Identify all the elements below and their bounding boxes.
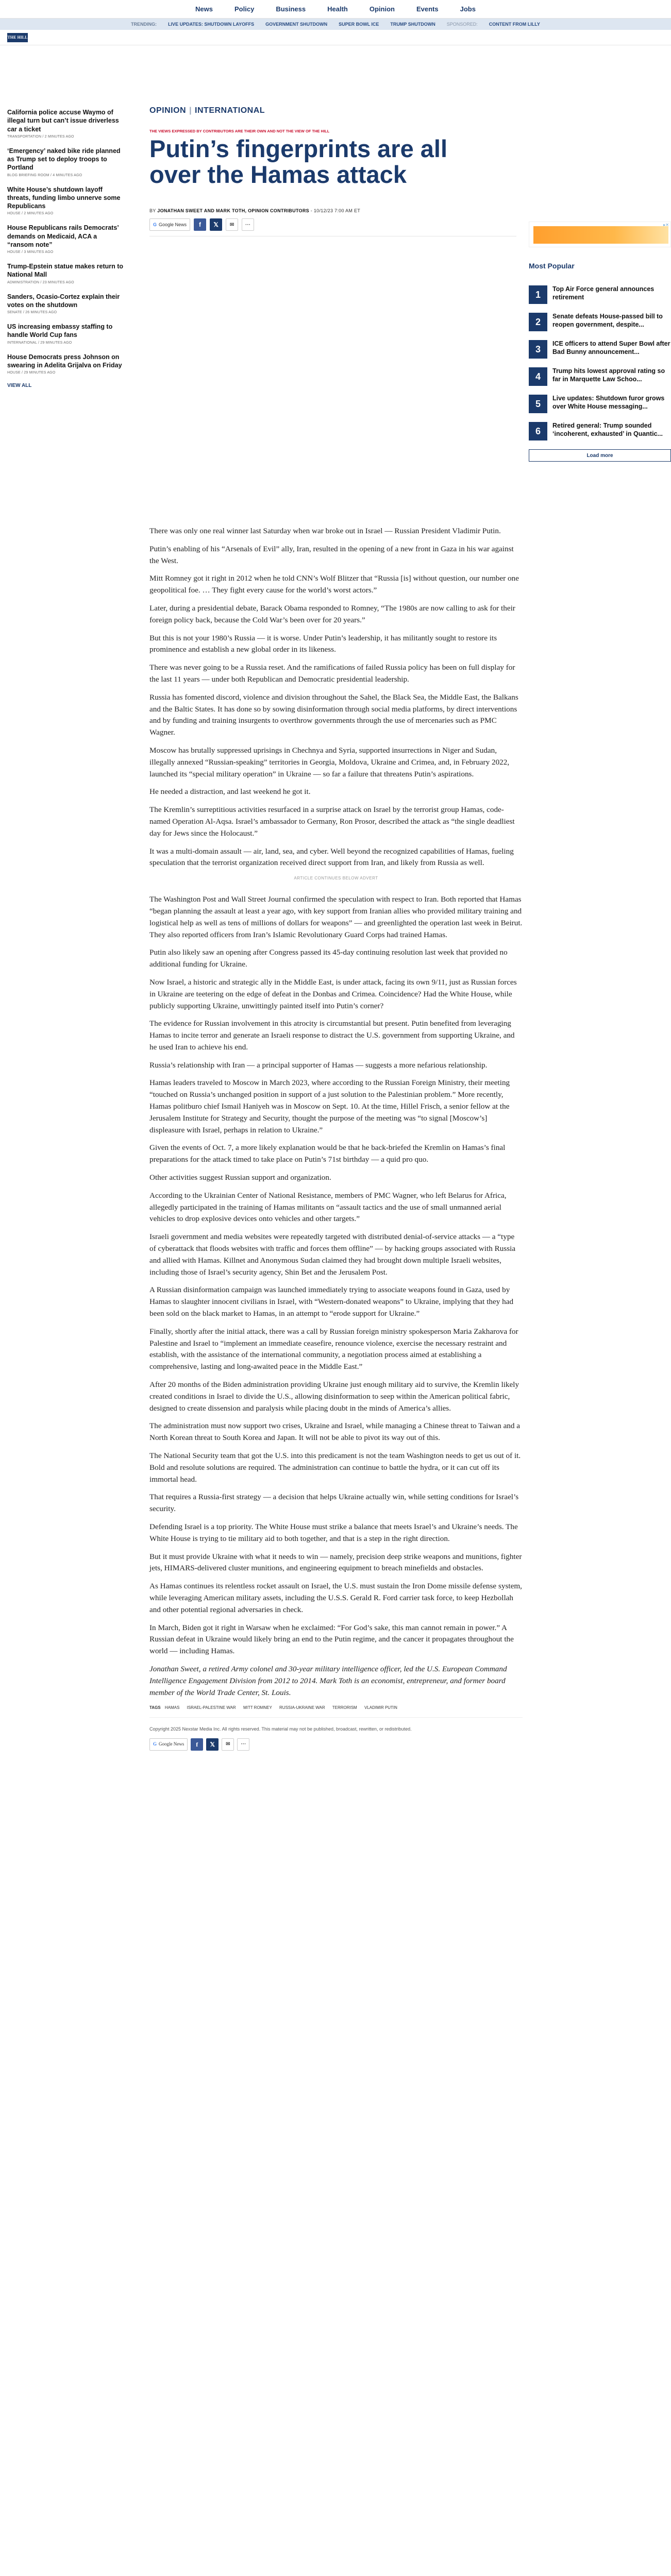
- article-paragraph: There was only one real winner last Saturday when war broke out in Israel — Russian President Vladimir Putin.: [149, 527, 501, 535]
- google-news-label: Google News: [159, 222, 187, 227]
- rank-badge: 5: [529, 395, 547, 413]
- list-item[interactable]: [529, 285, 671, 304]
- sponsored-item[interactable]: CONTENT FROM LILLY: [489, 22, 540, 27]
- article-paragraph: A Russian disinformation campaign was launched immediately trying to associate weapons found in Gaza, used by Hamas to slaughter innocent civilians in Israel, with “Western-donated weapons” to Ukraine, implying that they had been sold on the black market to Hamas, in an attempt to “erode support for Ukraine.”: [149, 1285, 514, 1318]
- google-news-button[interactable]: [149, 1738, 188, 1751]
- google-news-icon: G: [153, 1741, 157, 1747]
- view-all-link[interactable]: VIEW ALL: [7, 383, 32, 388]
- article-paragraph: As Hamas continues its relentless rocket assault on Israel, the U.S. must sustain the Iron Dome missile defense system, while leveraging American military assets, including the U.S.S. Gerald R. Ford carrier task force, to keep Hezbollah and other potential regional adversaries in check.: [149, 1582, 522, 1614]
- rank-badge: 6: [529, 422, 547, 440]
- list-item[interactable]: [7, 323, 124, 353]
- more-share-button[interactable]: [237, 1738, 249, 1751]
- article-tags: [149, 1705, 523, 1711]
- x-share-button[interactable]: [210, 218, 222, 231]
- byline: [149, 208, 551, 213]
- article-paragraph: Other activities suggest Russian support and organization.: [149, 1173, 331, 1182]
- facebook-share-button[interactable]: [194, 218, 206, 231]
- section-primary[interactable]: OPINION: [149, 106, 187, 115]
- trending-item[interactable]: TRUMP SHUTDOWN: [390, 22, 435, 27]
- load-more-button[interactable]: Load more: [529, 449, 671, 462]
- x-icon: 𝕏: [213, 221, 219, 228]
- nav-health[interactable]: Health: [327, 5, 348, 13]
- article-paragraph: Later, during a presidential debate, Barack Obama responded to Romney, “The 1980s are now calling to ask for their foreign policy back, because the Cold War’s been over for 20 years.”: [149, 603, 515, 624]
- list-item-title[interactable]: Top Air Force general announces retirement: [552, 285, 655, 301]
- rank-badge: 2: [529, 313, 547, 331]
- author-bio: Jonathan Sweet, a retired Army colonel and 30-year military intelligence officer, led the U.S. European Command Intelligence Engagement Division from 2012 to 2014. Mark Toth is an economist, entrepreneur, and former board member of the World Trade Center, St. Louis.: [149, 1664, 507, 1697]
- list-item-title[interactable]: Senate defeats House-passed bill to reopen government, despite...: [552, 313, 663, 328]
- most-popular: [529, 262, 671, 462]
- list-item[interactable]: [529, 422, 671, 440]
- tag-link[interactable]: RUSSIA-UKRAINE WAR: [279, 1705, 325, 1710]
- more-share-button[interactable]: [242, 218, 254, 231]
- article-body: [149, 526, 523, 1751]
- more-icon: ···: [245, 222, 251, 228]
- list-item-title[interactable]: Live updates: Shutdown furor grows over White House messaging...: [552, 395, 665, 410]
- list-item-meta: HOUSE / 3 MINUTES AGO: [7, 250, 54, 254]
- breadcrumb-separator: |: [189, 106, 192, 115]
- list-item-meta: BLOG BRIEFING ROOM / 4 MINUTES AGO: [7, 173, 82, 177]
- trending-bar: [0, 19, 671, 30]
- list-item-meta: ADMINISTRATION / 23 MINUTES AGO: [7, 280, 74, 284]
- x-share-button[interactable]: [206, 1738, 219, 1751]
- article-paragraph: Israeli government and media websites were repeatedly targeted with distributed denial-of-service attacks — a “type of cyberattack that floods websites with traffic and forces them offline” — by hacking groups associated with Russia and allied with Hamas. Killnet and Anonymous Sudan claimed they had brought down multiple Israeli websites, including those of Israel’s security agency, Shin Bet and the Jerusalem Post.: [149, 1232, 516, 1277]
- site-logo[interactable]: THE HILL: [7, 33, 28, 42]
- facebook-icon: f: [196, 1740, 198, 1748]
- article-paragraph: The National Security team that got the U.S. into this predicament is not the team Washington needs to get us out of it. Bold and resolute solutions are required. The administration can continue to battle the hydra, or it can cut off its immortal head.: [149, 1451, 521, 1484]
- bottom-share-toolbar: [149, 1738, 523, 1751]
- article-paragraph: Now Israel, a historic and strategic ally in the Middle East, is under attack, facing its own 9/11, just as Russian forces in Ukraine are teetering on the edge of defeat in the Donbas and Crimea. Coincidence? Had the White House, while publicly supporting Ukraine, unwittingly painted itself into Putin’s corner?: [149, 977, 517, 1010]
- nav-business[interactable]: Business: [276, 5, 306, 13]
- article-paragraph: Putin also likely saw an opening after Congress passed its 45-day continuing resolution last week that provided no additional funding for Ukraine.: [149, 948, 508, 969]
- article-paragraph: Moscow has brutally suppressed uprisings in Chechnya and Syria, supported insurrections in Niger and Sudan, illegally annexed “Russian-speaking” territories in Georgia, Moldova, Ukraine and Crimea, and, in February 2022, launched its “special military operation” in Ukraine — so far a failure that threatens Putin’s aspirations.: [149, 745, 510, 778]
- x-icon: 𝕏: [210, 1740, 215, 1748]
- google-news-label: Google News: [159, 1741, 184, 1747]
- list-item-title[interactable]: ICE officers to attend Super Bowl after Bad Bunny announcement...: [552, 340, 670, 355]
- byline-prefix: BY: [149, 208, 156, 213]
- article-paragraph: According to the Ukrainian Center of National Resistance, members of PMC Wagner, who left Belarus for Africa, allegedly participated in the training of Hamas militants on “assault tactics and the use of small unmanned aerial vehicles to drop explosive devices onto vehicles and other targets.”: [149, 1191, 507, 1224]
- article-paragraph: The Washington Post and Wall Street Journal confirmed the speculation with respect to Iran. Both reported that Hamas “began planning the assault at least a year ago, with key support from Iranian allies who provided military training and logistical help as well as tens of millions of dollars for weapons” — and greenlighted the operation last week in Beirut. They also reported officers from Iran’s Islamic Revolutionary Guard Corps had trained Hamas.: [149, 895, 523, 939]
- article-paragraph: Defending Israel is a top priority. The White House must strike a balance that meets Israel’s and Ukraine’s needs. The White House is trying to tie military aid to both together, and that is a step in the right direction.: [149, 1522, 518, 1543]
- list-item-title[interactable]: Trump hits lowest approval rating so far in Marquette Law Schoo...: [552, 367, 665, 383]
- article-paragraph: But it must provide Ukraine with what it needs to win — namely, precision deep strike weapons and munitions, fighter jets, HIMARS-delivered cluster munitions, and engineering equipment to breach minefields and obstacles.: [149, 1552, 522, 1573]
- top-nav: [0, 0, 671, 19]
- trending-item[interactable]: GOVERNMENT SHUTDOWN: [265, 22, 328, 27]
- article-paragraph: There was never going to be a Russia reset. And the ramifications of failed Russia policy has been on full display for the last 11 years — under both Republican and Democratic presidential leadership.: [149, 663, 515, 684]
- list-item-title[interactable]: US increasing embassy staffing to handle World Cup fans: [7, 323, 113, 339]
- nav-events[interactable]: Events: [416, 5, 439, 13]
- trending-item[interactable]: SUPER BOWL ICE: [339, 22, 379, 27]
- list-item-meta: TRANSPORTATION / 2 MINUTES AGO: [7, 134, 74, 139]
- left-rail-latest: [7, 108, 124, 388]
- email-icon: ✉: [226, 1741, 230, 1748]
- list-item[interactable]: [529, 313, 671, 331]
- list-item[interactable]: [7, 262, 124, 293]
- facebook-icon: f: [199, 221, 202, 228]
- list-item[interactable]: [7, 353, 124, 383]
- article-paragraph: Russia has fomented discord, violence and division throughout the Sahel, the Black Sea, the Middle East, the Balkans and the Baltic States. It has done so by sowing disinformation through social media platforms, by direct interventions and by funding and training insurgents to overthrow governments through the use of mercenaries such as PMC Wagner.: [149, 692, 518, 737]
- list-item[interactable]: [529, 367, 671, 386]
- email-icon: ✉: [229, 222, 234, 228]
- tag-link[interactable]: HAMAS: [164, 1705, 180, 1710]
- facebook-share-button[interactable]: [191, 1738, 203, 1751]
- nav-jobs[interactable]: Jobs: [460, 5, 476, 13]
- list-item-meta: INTERNATIONAL / 29 MINUTES AGO: [7, 341, 72, 345]
- more-icon: ···: [241, 1741, 246, 1748]
- copyright-notice: Copyright 2025 Nexstar Media Inc. All rights reserved. This material may not be published, broadcast, rewritten, or redistributed.: [149, 1717, 523, 1733]
- rank-badge: 1: [529, 285, 547, 304]
- byline-authors[interactable]: JONATHAN SWEET AND MARK TOTH, OPINION CONTRIBUTORS: [157, 208, 309, 213]
- opinion-disclaimer: THE VIEWS EXPRESSED BY CONTRIBUTORS ARE THEIR OWN AND NOT THE VIEW OF THE HILL: [149, 129, 330, 133]
- section-secondary[interactable]: INTERNATIONAL: [195, 106, 265, 115]
- page-title: Putin’s fingerprints are all over the Hamas attack: [149, 135, 448, 189]
- article-paragraph: Hamas leaders traveled to Moscow in March 2023, where according to the Russian Foreign Ministry, their meeting “touched on Russia’s unchanged position in support of a just solution to the Palestinian problem.” More recently, Hamas politburo chief Ismail Haniyeh was in Moscow on Sept. 10. At the time, Hillel Frisch, a senior fellow at the Jerusalem Institute for Strategy and Security, thought the purpose of the meeting was “to signal [Moscow’s] displeasure with Israel, perhaps in relation to Ukraine.”: [149, 1078, 510, 1134]
- tags-label: TAGS: [149, 1705, 161, 1710]
- mini-header: [0, 30, 671, 45]
- article-paragraph: But this is not your 1980’s Russia — it is worse. Under Putin’s leadership, it has militantly sought to restore its prominence and establish a new global order in its likeness.: [149, 633, 497, 654]
- article-paragraph: Putin’s enabling of his “Arsenals of Evil” ally, Iran, resulted in the opening of a new front in Gaza in his war against the West.: [149, 544, 514, 565]
- list-item-title[interactable]: White House’s shutdown layoff threats, funding limbo unnerve some Republicans: [7, 185, 121, 210]
- list-item-title[interactable]: ‘Emergency’ naked bike ride planned as Trump set to deploy troops to Portland: [7, 147, 121, 172]
- tag-link[interactable]: TERRORISM: [332, 1705, 357, 1710]
- article-paragraph: Mitt Romney got it right in 2012 when he told CNN’s Wolf Blitzer that “Russia [is] without question, our number one geopolitical foe. … They fight every cause for the world’s worst actors.”: [149, 574, 519, 595]
- list-item[interactable]: [529, 340, 671, 359]
- article-paragraph: It was a multi-domain assault — air, land, sea, and cyber. Well beyond the recognized capabilities of Hamas, fueling speculation that the terrorist organization received direct support from Iran, and likely from Russia as well.: [149, 846, 514, 868]
- share-toolbar: [149, 218, 516, 236]
- article-paragraph: He needed a distraction, and last weekend he got it.: [149, 787, 311, 796]
- article-paragraph: After 20 months of the Biden administration providing Ukraine just enough military aid to survive, the Kremlin likely created conditions in Israel to divide the U.S., allowing disinformation to seep within the American political fabric, designed to create dissension and paralysis while placing doubt in the minds of America’s allies.: [149, 1380, 519, 1413]
- nav-opinion[interactable]: Opinion: [369, 5, 395, 13]
- list-item[interactable]: [7, 293, 124, 323]
- advertisement[interactable]: [529, 222, 671, 247]
- ad-close-icon[interactable]: ▸✕: [663, 223, 669, 227]
- list-item-title[interactable]: California police accuse Waymo of illegal turn but can’t issue driverless car a ticket: [7, 109, 119, 133]
- list-item[interactable]: [7, 108, 124, 147]
- section-breadcrumb: [149, 106, 265, 115]
- list-item-title[interactable]: House Republicans rails Democrats’ demands on Medicaid, ACA a “ransom note”: [7, 224, 119, 248]
- byline-date: - 10/12/23 7:00 AM ET: [310, 208, 361, 213]
- list-item-title[interactable]: Sanders, Ocasio-Cortez explain their votes on the shutdown: [7, 293, 120, 309]
- google-news-icon: G: [153, 222, 157, 227]
- list-item[interactable]: [7, 224, 124, 262]
- list-item-title[interactable]: Trump-Epstein statue makes return to National Mall: [7, 263, 124, 279]
- article-paragraph: In March, Biden got it right in Warsaw when he exclaimed: “For God’s sake, this man cannot remain in power.” A Russian defeat in Ukraine would likely bring an end to the Putin regime, and the cancer it propagates throughout the world — including Hamas.: [149, 1623, 514, 1656]
- ad-continues-label: ARTICLE CONTINUES BELOW ADVERT: [294, 876, 378, 881]
- rank-badge: 4: [529, 367, 547, 386]
- most-popular-title: Most Popular: [529, 262, 575, 270]
- list-item[interactable]: [529, 395, 671, 413]
- rank-badge: 3: [529, 340, 547, 359]
- article-paragraph: That requires a Russia-first strategy — a decision that helps Ukraine actually win, while setting conditions for Israel’s security.: [149, 1493, 519, 1514]
- article-paragraph: The Kremlin’s surreptitious activities resurfaced in a surprise attack on Israel by the terrorist group Hamas, code-named Operation Al-Aqsa. Israel’s ambassador to Germany, Ron Prosor, described the attack as “the single deadliest day for Jews since the Holocaust.”: [149, 805, 515, 838]
- list-item-meta: HOUSE / 2 MINUTES AGO: [7, 212, 54, 216]
- nav-policy[interactable]: Policy: [234, 5, 255, 13]
- list-item-meta: HOUSE / 29 MINUTES AGO: [7, 371, 56, 375]
- google-news-button[interactable]: [149, 218, 190, 231]
- list-item-title[interactable]: House Democrats press Johnson on swearing in Adelita Grijalva on Friday: [7, 353, 122, 369]
- article-paragraph: The evidence for Russian involvement in this atrocity is circumstantial but present. Putin benefited from leveraging Hamas to incite terror and generate an Israeli response to distract the U.S. government from supporting Ukraine, and he used Iran to achieve his end.: [149, 1019, 515, 1052]
- article-paragraph: Russia’s relationship with Iran — a principal supporter of Hamas — suggests a more nefarious relationship.: [149, 1060, 488, 1070]
- email-share-button[interactable]: [226, 218, 238, 231]
- tag-link[interactable]: ISRAEL-PALESTINE WAR: [187, 1705, 236, 1710]
- email-share-button[interactable]: [222, 1738, 234, 1751]
- article-paragraph: The administration must now support two crises, Ukraine and Israel, while managing a Chinese threat to Taiwan and a North Korean threat to South Korea and Japan. It will not be able to pivot its way out of this.: [149, 1421, 521, 1443]
- tag-link[interactable]: MITT ROMNEY: [243, 1705, 272, 1710]
- trending-label: TRENDING:: [131, 22, 157, 27]
- list-item-title[interactable]: Retired general: Trump sounded ‘incoherent, exhausted’ in Quantic...: [552, 422, 663, 437]
- tag-link[interactable]: VLADIMIR PUTIN: [364, 1705, 397, 1710]
- sponsored-label: SPONSORED:: [446, 22, 478, 27]
- article-paragraph: Finally, shortly after the initial attack, there was a call by Russian foreign ministry spokesperson Maria Zakharova for Palestine and Israel to “implement an immediate ceasefire, renounce violence, exercise the necessary restraint and establish, with the assistance of the international community, a negotiation process aimed at establishing a comprehensive, lasting and long-awaited peace in the Middle East.”: [149, 1327, 518, 1371]
- ad-creative[interactable]: [533, 226, 668, 244]
- nav-news[interactable]: News: [195, 5, 213, 13]
- list-item[interactable]: [7, 147, 124, 185]
- list-item-meta: SENATE / 26 MINUTES AGO: [7, 311, 57, 314]
- article-paragraph: Given the events of Oct. 7, a more likely explanation would be that he back-briefed the Kremlin on Hamas’s final preparations for the attack timed to take place on Putin’s 71st birthday — a quid pro quo.: [149, 1143, 506, 1164]
- trending-item[interactable]: LIVE UPDATES: SHUTDOWN LAYOFFS: [168, 22, 255, 27]
- list-item[interactable]: [7, 185, 124, 224]
